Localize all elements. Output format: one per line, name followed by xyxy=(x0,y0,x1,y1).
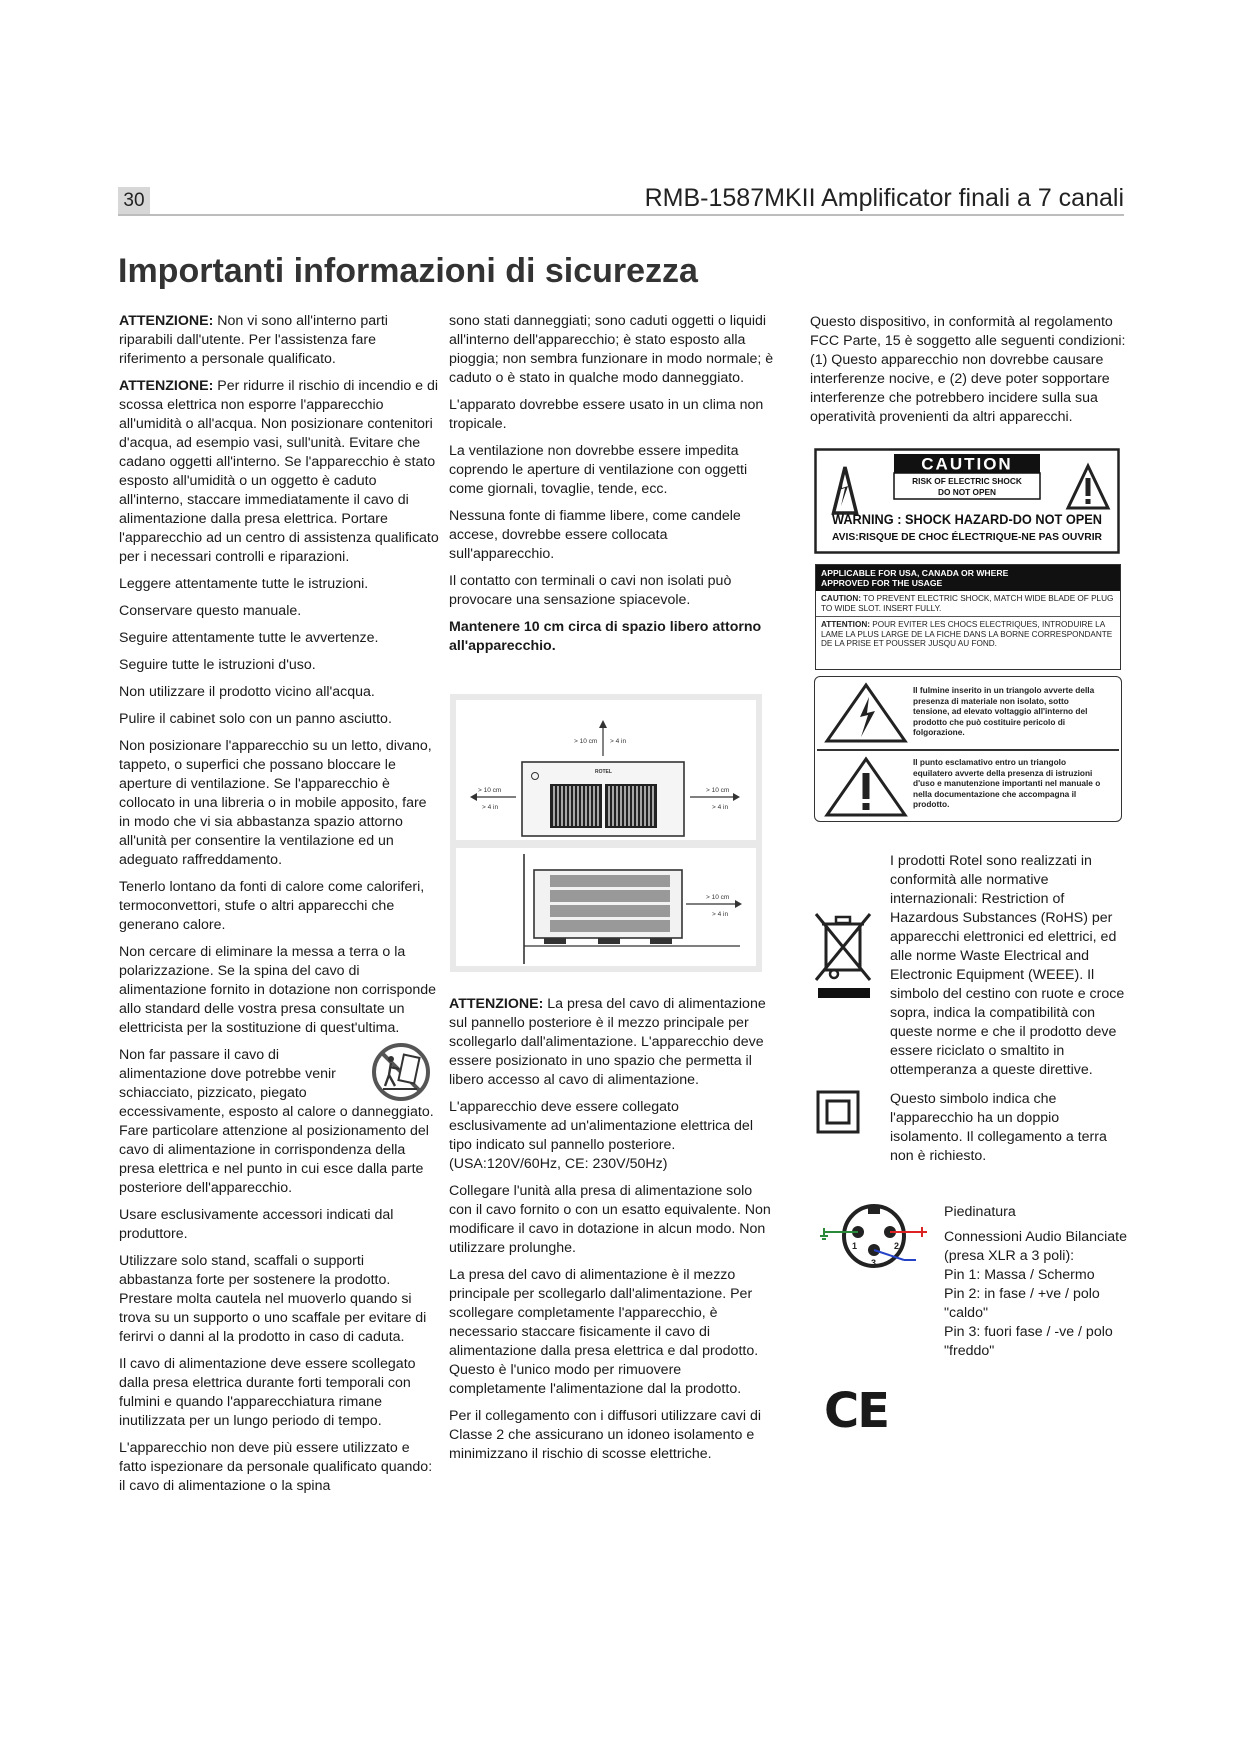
paragraph: Leggere attentamente tutte le istruzioni. xyxy=(119,576,369,592)
paragraph: Tenerlo lontano da fonti di calore come caloriferi, termoconvettori, stufe o altri apparecchi che generano calore. xyxy=(119,879,425,933)
usa-head-line1: APPLICABLE FOR USA, CANADA OR WHERE xyxy=(821,568,1009,578)
brand-logo: ROTEL xyxy=(595,769,612,775)
paragraph xyxy=(119,377,441,567)
header-title: RMB-1587MKII Amplificator finali a 7 canali xyxy=(644,184,1124,212)
xlr-line2: (presa XLR a 3 poli): xyxy=(944,1248,1075,1264)
usa-attention-label: ATTENTION: xyxy=(821,620,870,630)
column-left xyxy=(119,312,441,1504)
paragraph: L'apparecchio deve essere collegato esclusivamente ad un'alimentazione elettrica del tipo indicato sul pannello posteriore. (USA:120V/60Hz, CE: 230V/50Hz) xyxy=(449,1099,753,1172)
paragraph-text: La presa del cavo di alimentazione sul pannello posteriore è il mezzo principale per scollegarlo dall'alimentazione. L'apparecchio deve essere posizionato in uno spazio che permetta il libero accesso al cavo di alimentazione. xyxy=(449,996,766,1088)
paragraph: Il contatto con terminali o cavi non isolati può provocare una sensazione spiacevole. xyxy=(449,573,732,608)
exclamation-triangle-icon xyxy=(823,755,909,819)
caution-title: CAUTION xyxy=(921,454,1013,474)
warning-label: ATTENZIONE: xyxy=(449,996,544,1012)
paragraph-text: Non far passare il cavo di alimentazione dove potrebbe venir schiacciato, pizzicato, piegato eccessivamente, esposto al calore o danneggiato. Fare particolare attenzione al posizionamento del cavo di alimentazione in corrispondenza della presa elettrica e nel punto in cui esce dalla parte posteriore dell'apparecchio. xyxy=(119,1047,434,1196)
paragraph: Usare esclusivamente accessori indicati dal produttore. xyxy=(119,1207,394,1242)
paragraph: Seguire tutte le istruzioni d'uso. xyxy=(119,657,316,673)
usa-plug-notice xyxy=(815,564,1121,670)
exclamation-symbol-text: Il punto esclamativo entro un triangolo equilatero avverte della presenza di istruzioni d'uso e manutenzione importanti nel manuale o nella documentazione che accompagna il prodotto. xyxy=(913,757,1101,810)
paragraph: Il cavo di alimentazione deve essere scollegato dalla presa elettrica durante forti temporali con fulmini e quando l'apparecchiatura rimane inutilizzata per un lungo periodo di tempo. xyxy=(119,1356,416,1429)
xlr-pin1: Pin 1: Massa / Schermo xyxy=(944,1267,1095,1283)
weee-rohs-text: I prodotti Rotel sono realizzati in conformità alle normative internazionali: Restriction of Hazardous Substances (RoHS) per apparecchi elettronici ed elettrici, ed alle norme Waste Electrical and Electronic Equipment (WEEE). Il simbolo del cestino con ruote e croce sopra, indica la compatibilità con queste norme e che il prodotto deve essere riciclato o smaltito in ottemperanza a queste direttive. xyxy=(890,853,1125,1078)
divider xyxy=(817,749,1119,751)
paragraph: La ventilazione non dovrebbe essere impedita coprendo le aperture di ventilazione con oggetti come giornali, tovaglie, tende, ecc. xyxy=(449,443,748,497)
warning-label: ATTENZIONE: xyxy=(119,378,214,394)
xlr-pin3: Pin 3: fuori fase / -ve / polo "freddo" xyxy=(944,1324,1113,1359)
paragraph-with-cart-icon xyxy=(119,1046,441,1198)
double-insulation-icon xyxy=(816,1090,860,1134)
usa-caution-label: CAUTION: xyxy=(821,594,862,603)
paragraph: sono stati danneggiati; sono caduti oggetti o liquidi all'interno dell'apparecchio; è stato esposto alla pioggia; non sembra funzionare in modo normale; è caduto o è stato in qualche modo danneggiato. xyxy=(449,313,774,386)
usa-attention xyxy=(816,617,1120,649)
paragraph-text: Non vi sono all'interno parti riparabili dall'utente. Per l'assistenza fare riferimento a personale qualificato. xyxy=(119,313,388,367)
xlr-pin-3-label: 3 xyxy=(871,1258,877,1268)
clearance-right-in: > 4 in xyxy=(712,804,729,811)
paragraph: Pulire il cabinet solo con un panno asciutto. xyxy=(119,711,392,727)
xlr-title: Piedinatura xyxy=(944,1204,1016,1220)
fcc-statement: Questo dispositivo, in conformità al regolamento FCC Parte, 15 è soggetto alle seguenti condizioni: (1) Questo apparecchio non dovrebbe causare interferenze nocive, e (2) deve poter sopportare interferenze che potrebbero incidere sulla sua operatività provenienti da altri apparecchi. xyxy=(810,314,1126,425)
warning-label: ATTENZIONE: xyxy=(119,313,214,329)
clearance-left-in: > 4 in xyxy=(482,804,499,811)
paragraph-text: Per ridurre il rischio di incendio e di scossa elettrica non esporre l'apparecchio all'umidità o all'acqua. Non posizionare contenitori d'acqua, ad esempio vasi, sull'unità. Evitare che cadano oggetti all'interno. Se l'apparecchio è stato esposto all'umidità o un oggetto è caduto all'interno, staccare immediatamente il cavo di alimentazione dalla presa elettrica. Portare l'apparecchio ad un centro di assistenza qualificato per i necessari controlli e riparazioni. xyxy=(119,378,439,565)
xlr-pin2: Pin 2: in fase / +ve / polo "caldo" xyxy=(944,1286,1100,1321)
caution-label xyxy=(814,448,1120,554)
paragraph: Per il collegamento con i diffusori utilizzare cavi di Classe 2 che assicurano un idoneo isolamento e minimizzano il rischio di scosse elettriche. xyxy=(449,1408,762,1462)
paragraph: Nessuna fonte di fiamme libere, come candele accese, dovrebbe essere collocata sull'apparecchio. xyxy=(449,508,741,562)
paragraph: Conservare questo manuale. xyxy=(119,603,302,619)
usa-caution-text: TO PREVENT ELECTRIC SHOCK, MATCH WIDE BLADE OF PLUG TO WIDE SLOT. INSERT FULLY. xyxy=(821,594,1114,613)
ce-mark-icon: CE xyxy=(824,1383,889,1439)
paragraph: Non posizionare l'apparecchio su un letto, divano, tappeto, o superfici che possano bloccare le aperture di ventilazione. Se l'apparecchio è collocato in una libreria o in mobile apposito, fare in modo che vi sia abbastanza spazio attorno all'unità per consentire la ventilazione ed un adeguato raffreddamento. xyxy=(119,738,432,868)
paragraph: Non cercare di eliminare la messa a terra o la polarizzazione. Se la spina del cavo di alimentazione fornito in dotazione non corrisponde allo standard delle vostra presa consultate un elettricista per la sostituzione di quest'ultima. xyxy=(119,944,437,1036)
caution-sub1: RISK OF ELECTRIC SHOCK xyxy=(912,476,1022,486)
clearance-top-cm: > 10 cm xyxy=(574,738,598,745)
column-middle-top xyxy=(449,312,775,664)
paragraph: Collegare l'unità alla presa di alimentazione solo con il cavo fornito o con un esatto equivalente. Non modificare il cavo in dotazione in alcun modo. Non utilizzare prolunghe. xyxy=(449,1183,771,1256)
paragraph: Seguire attentamente tutte le avvertenze. xyxy=(119,630,379,646)
paragraph: Non utilizzare il prodotto vicino all'acqua. xyxy=(119,684,375,700)
cart-tip-over-icon xyxy=(371,1042,431,1102)
clearance-right-cm: > 10 cm xyxy=(706,787,730,794)
usa-head-line2: APPROVED FOR THE USAGE xyxy=(821,578,943,588)
paragraph xyxy=(119,312,441,369)
clearance-side-in: > 4 in xyxy=(712,911,729,918)
paragraph: Utilizzare solo stand, scaffali o supporti abbastanza forte per sostenere la prodotto. Prestare molta cautela nel muoverlo quando si trova su un supporto o uno scaffale per evitare di ferirvi o danni al la prodotto in caso di caduta. xyxy=(119,1253,427,1345)
avis-line: AVIS:RISQUE DE CHOC ÉLECTRIQUE-NE PAS OUVRIR xyxy=(832,531,1107,543)
caution-sub2: DO NOT OPEN xyxy=(937,487,997,497)
weee-bin-icon xyxy=(812,910,876,1000)
column-middle-bottom xyxy=(449,995,775,1472)
ventilation-clearance-figure xyxy=(450,694,762,972)
usa-caution xyxy=(816,591,1120,613)
xlr-pin-2-label: 2 xyxy=(894,1241,900,1251)
lightning-symbol-text: Il fulmine inserito in un triangolo avverte della presenza di materiale non isolato, sotto tensione, ad elevato voltaggio all'interno del prodotto che può costituire pericolo di folgorazione. xyxy=(913,685,1095,738)
clearance-top-in: > 4 in xyxy=(610,738,627,745)
paragraph: La presa del cavo di alimentazione è il mezzo principale per scollegarlo dall'alimentazione. Per scollegare completamente l'apparecchio, è necessario staccare fisicamente il cavo di alimentazione dalla presa elettrica e dal prodotto. Questo è l'unico modo per rimuovere completamente l'alimentazione dal la prodotto. xyxy=(449,1267,759,1397)
paragraph: L'apparato dovrebbe essere usato in un clima non tropicale. xyxy=(449,397,764,432)
paragraph xyxy=(449,995,775,1090)
usa-attention-text: POUR EVITER LES CHOCS ELECTRIQUES, INTRODUIRE LA LAME LA PLUS LARGE DE LA FICHE DANS LA BORNE CORRESPONDANTE DE LA PRISE ET POUSSER JUSQU AU FOND. xyxy=(821,620,1113,649)
xlr-connector-diagram xyxy=(818,1198,930,1274)
xlr-line1: Connessioni Audio Bilanciate xyxy=(944,1229,1127,1245)
xlr-pin-1-label: 1 xyxy=(852,1241,858,1251)
usa-notice-header xyxy=(816,565,1120,591)
ventilation-note: Mantenere 10 cm circa di spazio libero attorno all'apparecchio. xyxy=(449,619,762,654)
lightning-triangle-icon xyxy=(823,681,909,745)
paragraph: L'apparecchio non deve più essere utilizzato e fatto ispezionare da personale qualificato quando: il cavo di alimentazione o la spina xyxy=(119,1440,433,1494)
warning-line: WARNING : SHOCK HAZARD-DO NOT OPEN xyxy=(832,512,1102,527)
symbols-explanation-box xyxy=(814,676,1122,822)
double-insulation-text: Questo simbolo indica che l'apparecchio ha un doppio isolamento. Il collegamento a terra non è richiesto. xyxy=(890,1091,1107,1164)
header-rule xyxy=(118,214,1124,216)
page-title: Importanti informazioni di sicurezza xyxy=(118,252,698,290)
clearance-side-cm: > 10 cm xyxy=(706,894,730,901)
xlr-pinout-text xyxy=(944,1203,1134,1361)
page-number: 30 xyxy=(118,187,150,215)
clearance-left-cm: > 10 cm xyxy=(478,787,502,794)
